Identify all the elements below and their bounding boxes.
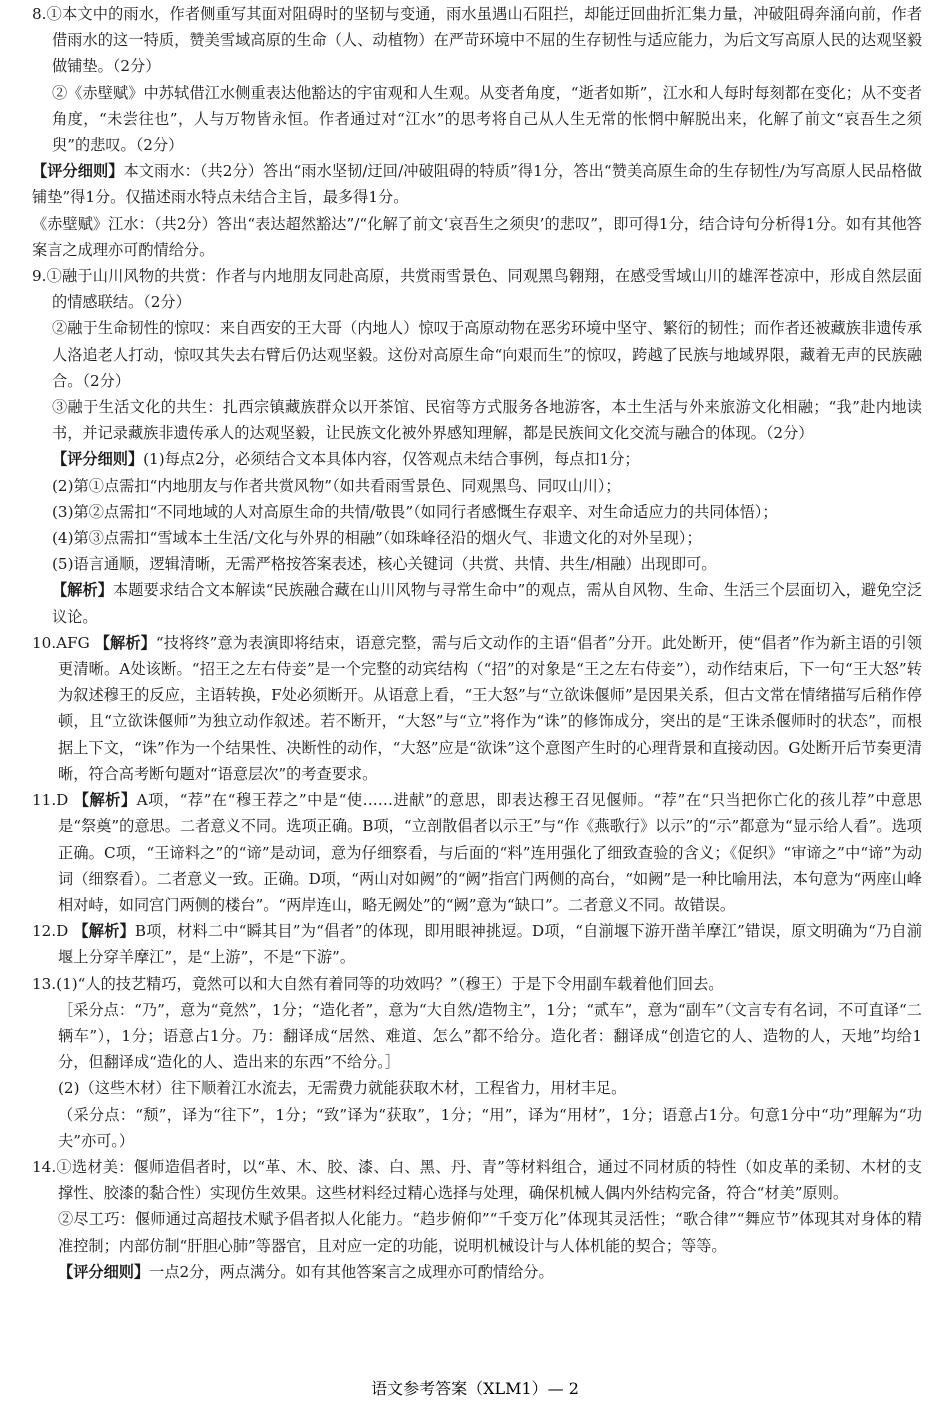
q9-point-1: 9.①融于山川风物的共赏：作者与内地朋友同赴高原，共赏雨雪景色、同观黑鸟翱翔，在感受雪域山川的雄浑苍凉中，形成自然层面的情感联结。（2分） — [32, 267, 922, 312]
q13-number: 13. — [32, 974, 57, 993]
rubric-label: 【评分细则】 — [52, 450, 144, 469]
q9-point-3: ③融于生活文化的共生：扎西宗镇藏族群众以开茶馆、民宿等方式服务各地游客，本土生活与外来旅游文化相融；“我”赴内地读书，并记录藏族非遗传承人的达观坚毅，让民族文化被外界感知理解，都是民族间文化交流与融合的体现。（2分） — [52, 398, 922, 443]
q8-rubric: 【评分细则】本文雨水：（共2分）答出“雨水坚韧/迂回/冲破阻碍的特质”得1分，答出“赞美高原生命的生存韧性/为写高原人民品格做铺垫”得1分。仅描述雨水特点未结合主旨，最多得1分。 — [32, 162, 922, 207]
q8-number: 8. — [32, 5, 47, 23]
q9-rubric: 【评分细则】(1)每点2分，必须结合文本具体内容，仅答观点未结合事例，每点扣1分； — [52, 450, 640, 469]
q10-number: 10. — [32, 633, 57, 652]
q12-choice: D — [56, 922, 69, 941]
q13-translation-1: 13.(1)“人的技艺精巧，竟然可以和大自然有着同等的功效吗？”（穆王）于是下令用副车载着他们回去。 — [32, 974, 724, 993]
q10-choice: AFG — [56, 633, 90, 652]
q13-scoring-1: ［采分点：“乃”，意为“竟然”，1分；“造化者”，意为“大自然/造物主”，1分；“贰车”，意为“副车”（文言专有名词，不可直译“二辆车”），1分；语意占1分。乃：翻译成“居然、难道、怎么”都不给分。造化者：翻译成“创造它的人、造物的人，天地”均给1分，但翻译成“造化的人、造出来的东西”不给分。］ — [58, 1000, 922, 1072]
q13-scoring-2: （采分点：“颓”，译为“往下”，1分；“致”译为“获取”，1分；“用”，译为“用材”，1分；语意占1分。句意1分中“功”理解为“功夫”亦可。） — [58, 1105, 922, 1150]
q9-rubric-item: (3)第②点需扣“不同地域的人对高原生命的共情/敬畏”（如同行者感慨生存艰辛、对生命适应力的共同体悟）； — [52, 502, 778, 521]
q11-choice: D — [56, 791, 69, 810]
rubric-label: 【评分细则】 — [32, 162, 124, 181]
page-footer: 语文参考答案（XLM1）— 2 — [371, 1379, 579, 1398]
q12-number: 12. — [32, 922, 57, 941]
analysis-label: 【解析】 — [73, 791, 137, 810]
q14-point-2: ②尽工巧：偃师通过高超技术赋予倡者拟人化能力。“趋步俯仰”“千变万化”体现其灵活性；“歌合律”“舞应节”体现其对身体的精准控制；内部仿制“肝胆心肺”等器官，且对应一定的功能，说明机械设计与人体机能的契合；等等。 — [58, 1210, 922, 1255]
q13-translation-2: (2)（这些木材）往下顺着江水流去，无需费力就能获取木材，工程省力，用材丰足。 — [58, 1079, 627, 1098]
q9-rubric-item: (4)第③点需扣“雪域本土生活/文化与外界的相融”（如珠峰径沿的烟火气、非遗文化的对外呈现）； — [52, 529, 702, 548]
q14-point-1: 14.①选材美：偃师造倡者时，以“革、木、胶、漆、白、黑、丹、青”等材料组合，通过不同材质的特性（如皮革的柔韧、木材的支撑性、胶漆的黏合性）实现仿生效果。这些材料经过精心选择与处理，确保机械人偶内外结构完备，符合“材美”原则。 — [32, 1157, 922, 1203]
q9-number: 9. — [32, 267, 47, 286]
q8-point-1: 8.①本文中的雨水，作者侧重写其面对阻碍时的坚韧与变通，雨水虽遇山石阻拦，却能迂回曲折汇集力量，冲破阻碍奔涌向前，作者借雨水的这一特质，赞美雪域高原的生命（人、动植物）在严苛环境中不屈的生存韧性与适应能力，为后文写高原人民的达观坚毅做铺垫。（2分） — [32, 5, 922, 76]
analysis-label: 【解析】 — [52, 581, 114, 600]
analysis-label: 【解析】 — [94, 633, 156, 652]
analysis-label: 【解析】 — [73, 922, 135, 941]
q9-point-2: ②融于生命韧性的惊叹：来自西安的王大哥（内地人）惊叹于高原动物在恶劣环境中坚守、繁衍的韧性；而作者还被藏族非遗传承人洛追老人打动，惊叹其失去右臂后仍达观坚毅。这份对高原生命“向艰而生”的惊叹，跨越了民族与地域界限，藏着无声的民族融合。（2分） — [52, 319, 922, 390]
q14-rubric: 【评分细则】一点2分，两点满分。如有其他答案言之成理亦可酌情给分。 — [58, 1262, 554, 1281]
q9-rubric-item: (2)第①点需扣“内地朋友与作者共赏风物”（如共看雨雪景色、同观黑鸟、同叹山川）； — [52, 476, 621, 495]
q10-answer: 10.AFG 【解析】“技将终”意为表演即将结束，语意完整，需与后文动作的主语“倡者”分开。此处断开，使“倡者”作为新主语的引领更清晰。A处该断。“招王之左右侍妾”是一个完整的动宾结构（“招”的对象是“王之左右侍妾”），动作结束后，下一句“王大怒”转为叙述穆王的反应，主语转换，F处必须断开。从语意上看，“王大怒”与“立欲诛偃师”是因果关系，但古文常在情绪描写后稍作停顿，且“立欲诛偃师”为独立动作叙述。若不断开，“大怒”与“立”将作为“诛”的修饰成分，突出的是“王诛杀偃师时的状态”，而根据上下文，“诛”作为一个结果性、决断性的动作，“大怒”应是“欲诛”这个意图产生时的心理背景和直接动因。G处断开后节奏更清晰，符合高考断句题对“语意层次”的考查要求。 — [32, 633, 922, 783]
q8-point-2: ②《赤壁赋》中苏轼借江水侧重表达他豁达的宇宙观和人生观。从变者角度，“逝者如斯”，江水和人每时每刻都在变化；从不变者角度，“未尝往也”，人与万物皆永恒。作者通过对“江水”的思考将自己从人生无常的怅惘中解脱出来，化解了前文“哀吾生之须臾”的悲叹。（2分） — [52, 83, 922, 155]
q9-analysis: 【解析】本题要求结合文本解读“民族融合藏在山川风物与寻常生命中”的观点，需从自风物、生命、生活三个层面切入，避免空泛议论。 — [52, 581, 923, 626]
q11-number: 11. — [32, 791, 57, 810]
rubric-label: 【评分细则】 — [58, 1262, 150, 1281]
q8-rubric-2: 《赤壁赋》江水：（共2分）答出“表达超然豁达”/“化解了前文‘哀吾生之须臾’的悲叹”，即可得1分，结合诗句分析得1分。如有其他答案言之成理亦可酌情给分。 — [32, 214, 922, 259]
q11-answer: 11.D 【解析】A项，“荐”在“穆王荐之”中是“使……进献”的意思，即表达穆王召见偃师。“荐”在“只当把你亡化的孩儿荐”中意思是“祭奠”的意思。二者意义不同。选项正确。B项，“立剖散倡者以示王”与“作《燕歌行》以示”的“示”都意为“显示给人看”。选项正确。C项，“王谛料之”的“谛”是动词，意为仔细察看，与后面的“料”连用强化了细致查验的含义；《促织》“审谛之”中“谛”为动词（细察看）。二者意义一致。正确。D项，“两山对如阙”的“阙”指宫门两侧的高台，“如阙”是一种比喻用法，本句意为“两座山峰相对峙，如同宫门两侧的楼台”。“两岸连山，略无阙处”的“阙”意为“缺口”。二者意义不同。故错误。 — [32, 791, 922, 914]
q12-answer: 12.D 【解析】B项，材料二中“瞬其目”为“倡者”的体现，即用眼神挑逗。D项，“自湔堰下游开凿羊摩江”错误，原文明确为“乃自湔堰上分穿羊摩江”，是“上游”，不是“下游”。 — [32, 922, 922, 967]
q14-number: 14. — [32, 1157, 57, 1176]
q9-rubric-item: (5)语言通顺，逻辑清晰，无需严格按答案表述，核心关键词（共赏、共情、共生/相融）出现即可。 — [52, 555, 717, 574]
